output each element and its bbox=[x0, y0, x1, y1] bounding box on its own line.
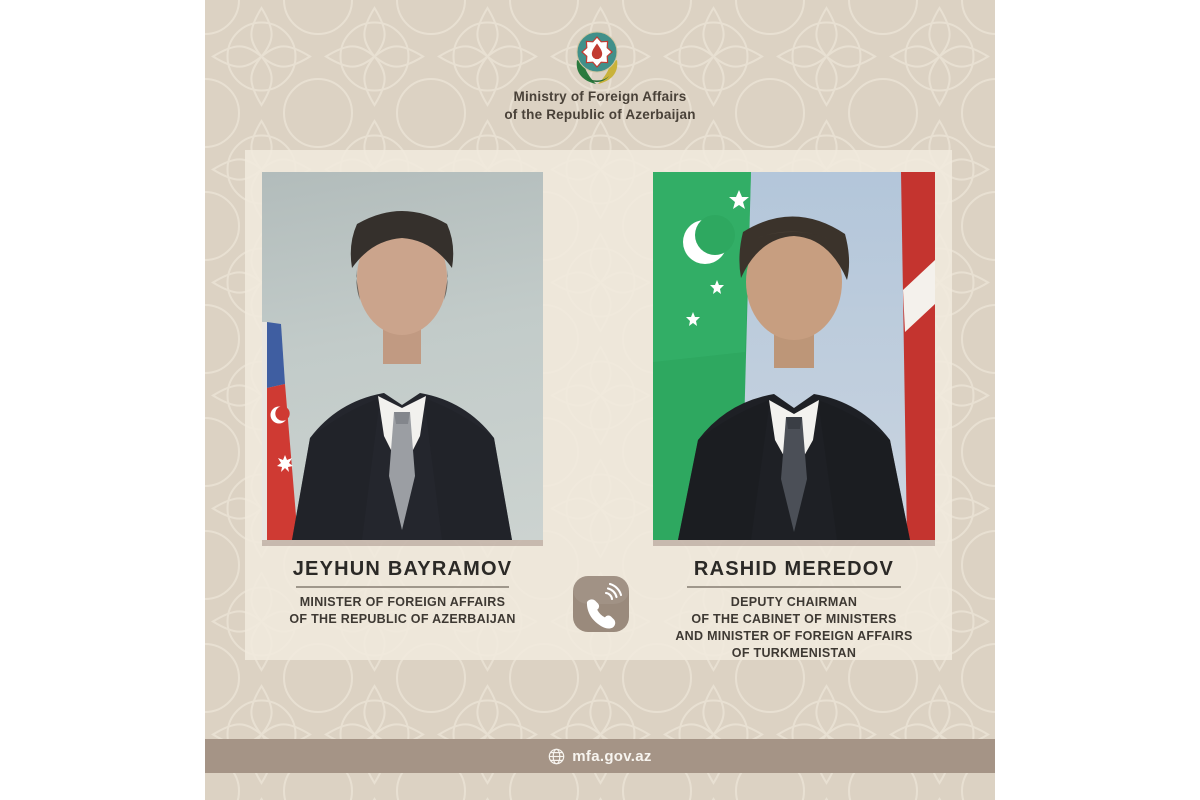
footer-bar bbox=[205, 739, 995, 773]
person-silhouette bbox=[292, 211, 512, 540]
phone-call-icon bbox=[573, 576, 629, 632]
right-person-name: RASHID MEREDOV bbox=[693, 558, 895, 580]
ministry-title-line2: of the Republic of Azerbaijan bbox=[504, 106, 696, 122]
left-person-title-line: MINISTER OF FOREIGN AFFAIRS bbox=[299, 595, 506, 609]
left-person-name: JEYHUN BAYRAMOV bbox=[292, 558, 513, 580]
website-url: mfa.gov.az bbox=[572, 747, 652, 765]
globe-icon bbox=[548, 748, 565, 765]
name-divider bbox=[687, 586, 901, 588]
right-person-title-line: DEPUTY CHAIRMAN bbox=[730, 595, 858, 609]
ministry-title bbox=[205, 88, 995, 123]
azerbaijan-flag bbox=[262, 322, 298, 540]
content-panel bbox=[245, 150, 952, 660]
caption-rashid-meredov bbox=[653, 558, 935, 662]
red-flag bbox=[901, 172, 935, 540]
caption-jeyhun-bayramov bbox=[262, 558, 543, 628]
right-person-title-line: OF TURKMENISTAN bbox=[731, 646, 857, 660]
azerbaijan-mfa-emblem-icon bbox=[569, 26, 625, 86]
right-person-title-line: AND MINISTER OF FOREIGN AFFAIRS bbox=[675, 629, 913, 643]
left-person-title-line: OF THE REPUBLIC OF AZERBAIJAN bbox=[289, 612, 516, 626]
portrait-rashid-meredov bbox=[653, 172, 935, 540]
ministry-title-line1: Ministry of Foreign Affairs bbox=[513, 89, 687, 104]
card-background bbox=[205, 0, 995, 800]
portrait-jeyhun-bayramov bbox=[262, 172, 543, 540]
right-person-title-line: OF THE CABINET OF MINISTERS bbox=[691, 612, 897, 626]
name-divider bbox=[296, 586, 510, 588]
